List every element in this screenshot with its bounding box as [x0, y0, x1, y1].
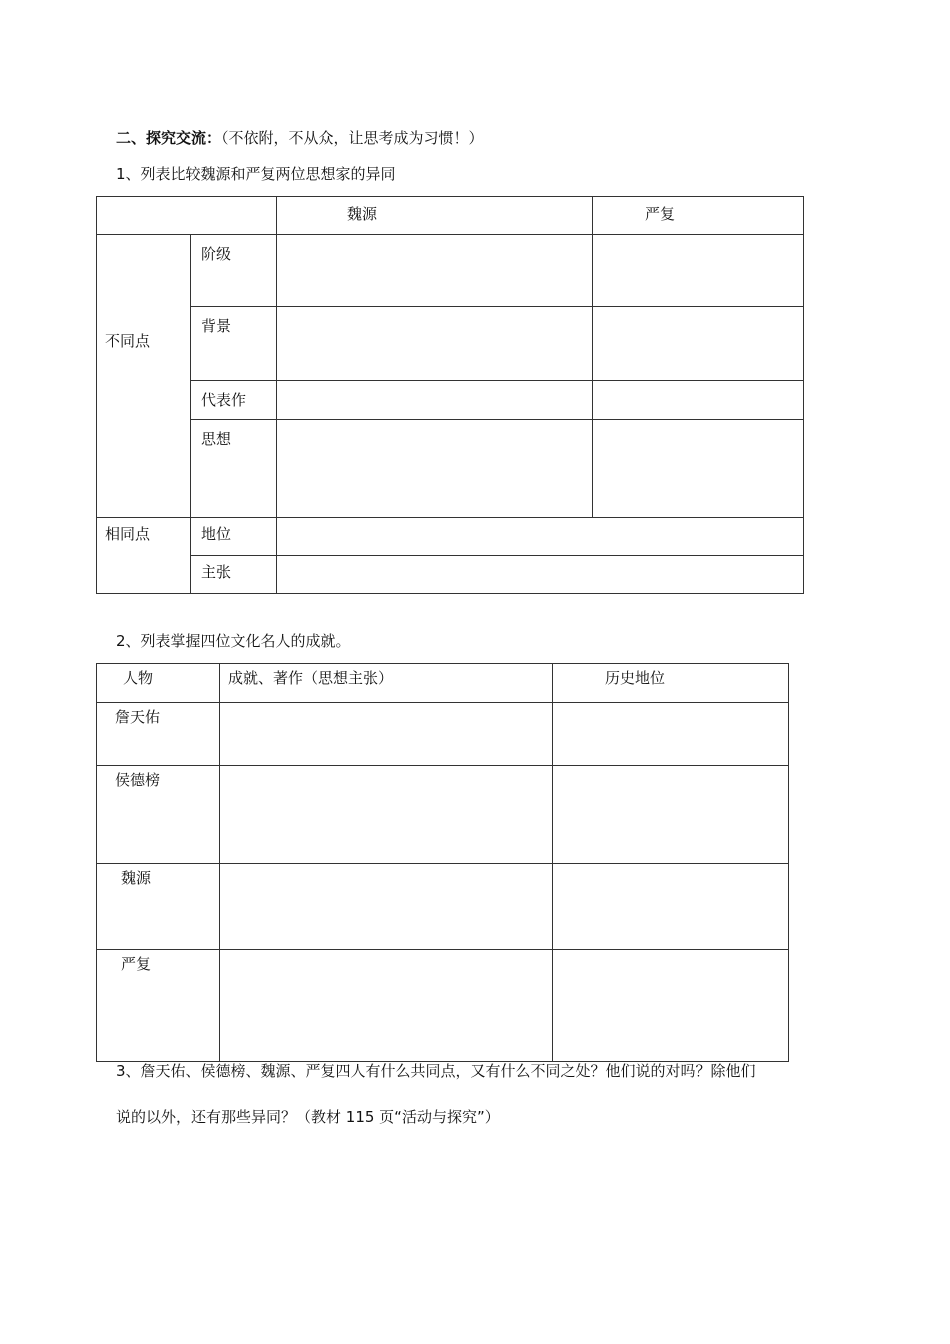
answer-cell[interactable] — [593, 307, 804, 381]
q2-prompt: 2、列表掌握四位文化名人的成就。 — [116, 632, 351, 650]
col-header-yanfu: 严复 — [593, 197, 804, 235]
table-row — [97, 420, 804, 518]
section-heading-note: （不依附，不从众，让思考成为习惯！） — [221, 129, 484, 147]
answer-cell[interactable] — [553, 864, 789, 950]
table-row — [97, 766, 789, 864]
header-person: 人物 — [97, 664, 220, 703]
table-row — [97, 703, 789, 766]
header-achievements: 成就、著作（思想主张） — [220, 664, 553, 703]
answer-cell[interactable] — [220, 766, 553, 864]
table-row — [97, 235, 804, 307]
row-label-proposition: 主张 — [191, 556, 277, 594]
table-header-row — [97, 664, 789, 703]
answer-cell[interactable] — [593, 420, 804, 518]
corner-cell — [97, 197, 277, 235]
achievements-table — [96, 663, 789, 1062]
person-name: 侯德榜 — [97, 766, 220, 864]
row-label-background: 背景 — [191, 307, 277, 381]
table-row — [97, 307, 804, 381]
section-heading — [116, 127, 484, 148]
answer-cell[interactable] — [553, 766, 789, 864]
q3-line-2: 说的以外，还有那些异同？（教材 115 页“活动与探究”） — [116, 1108, 500, 1126]
answer-cell[interactable] — [593, 381, 804, 420]
person-name: 魏源 — [97, 864, 220, 950]
answer-cell[interactable] — [220, 864, 553, 950]
row-label-thought: 思想 — [191, 420, 277, 518]
answer-cell[interactable] — [220, 950, 553, 1062]
answer-cell[interactable] — [553, 950, 789, 1062]
table-row — [97, 556, 804, 594]
answer-cell[interactable] — [277, 420, 593, 518]
comparison-table — [96, 196, 804, 594]
person-name: 詹天佑 — [97, 703, 220, 766]
group-label-diff: 不同点 — [97, 235, 191, 518]
group-label-same: 相同点 — [97, 518, 191, 594]
answer-cell[interactable] — [277, 556, 804, 594]
table-header-row — [97, 197, 804, 235]
table-row — [97, 518, 804, 556]
answer-cell[interactable] — [277, 235, 593, 307]
row-label-works: 代表作 — [191, 381, 277, 420]
q1-prompt: 1、列表比较魏源和严复两位思想家的异同 — [116, 165, 396, 183]
header-historical-status: 历史地位 — [553, 664, 789, 703]
answer-cell[interactable] — [593, 235, 804, 307]
answer-cell[interactable] — [553, 703, 789, 766]
answer-cell[interactable] — [277, 381, 593, 420]
answer-cell[interactable] — [277, 518, 804, 556]
table-row — [97, 381, 804, 420]
answer-cell[interactable] — [277, 307, 593, 381]
section-heading-bold: 二、探究交流： — [116, 129, 222, 147]
row-label-class: 阶级 — [191, 235, 277, 307]
table-row — [97, 950, 789, 1062]
row-label-status: 地位 — [191, 518, 277, 556]
table-row — [97, 864, 789, 950]
col-header-weiyuan: 魏源 — [277, 197, 593, 235]
q3-line-1: 3、詹天佑、侯德榜、魏源、严复四人有什么共同点，又有什么不同之处？他们说的对吗？除他们 — [116, 1062, 756, 1080]
answer-cell[interactable] — [220, 703, 553, 766]
person-name: 严复 — [97, 950, 220, 1062]
